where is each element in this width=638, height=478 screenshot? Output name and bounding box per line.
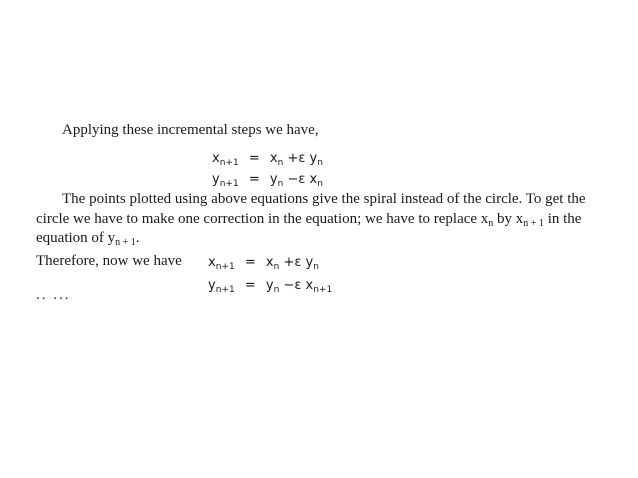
eq1-x-rhs: $x_n +\varepsilon$ $y_n$	[269, 151, 323, 168]
eq1-y-rhs: $y_n -\varepsilon$ $x_n$	[269, 172, 323, 189]
trailing-ellipsis: .. ...	[36, 287, 71, 303]
paragraph-line-1: The points plotted using above equations give the spiral instead of the circle. To get the	[62, 191, 586, 207]
eq2-x-equals: =	[244, 255, 256, 270]
equation-x-update-1	[212, 150, 323, 168]
eq1-x-equals: =	[248, 151, 260, 166]
eq2-y-rhs: $y_n -\varepsilon$ $x_{n+1}$	[265, 278, 333, 295]
eq2-y-lhs: $y_{n+1}$	[208, 278, 235, 295]
therefore-text: Therefore, now we have	[36, 253, 182, 269]
equation-y-update-1	[212, 171, 323, 189]
intro-text: Applying these incremental steps we have,	[62, 122, 319, 138]
equation-x-update-2	[208, 254, 319, 272]
eq1-x-lhs: $x_{n+1}$	[212, 151, 239, 168]
eq1-y-lhs: $y_{n+1}$	[212, 172, 239, 189]
eq2-x-rhs: $x_n +\varepsilon$ $y_n$	[265, 255, 319, 272]
paragraph-line-2: circle we have to make one correction in the equation; we have to replace $x_n$ by $x_{n + 1}$ in the	[36, 211, 582, 229]
equation-y-update-2	[208, 277, 332, 295]
eq1-y-equals: =	[248, 172, 260, 187]
eq2-y-equals: =	[244, 278, 256, 293]
paragraph-line-3: equation of $y_{n + 1}$.	[36, 230, 140, 248]
eq2-x-lhs: $x_{n+1}$	[208, 255, 235, 272]
